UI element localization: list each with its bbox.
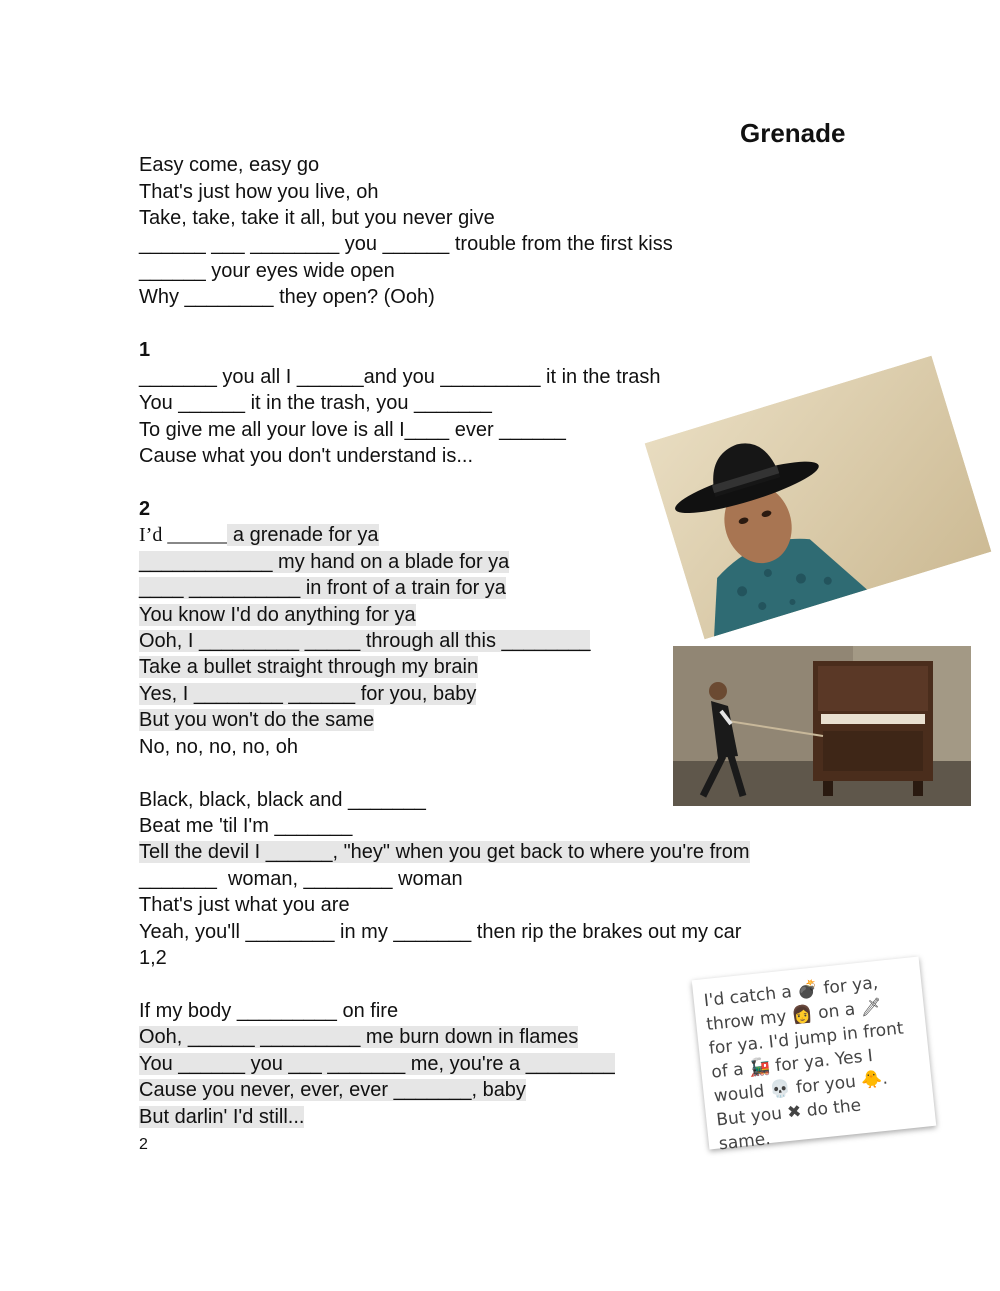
piano-scene-photo	[673, 646, 971, 806]
lyric-line	[139, 523, 379, 547]
singer-portrait-image	[645, 356, 992, 640]
lyric-line: Yes, I ________ ______ for you, baby	[139, 683, 477, 705]
section-number: 2	[139, 498, 151, 520]
lyric-line: Beat me 'til I'm _______	[139, 815, 353, 837]
section-number: 1,2	[139, 947, 167, 969]
lyric-line: You ______ it in the trash, you _______	[139, 392, 492, 414]
lyric-line: That's just how you live, oh	[139, 181, 379, 203]
lyric-line: Ooh, ______ _________ me burn down in flames	[139, 1026, 579, 1048]
lyric-line: But darlin' I'd still...	[139, 1106, 305, 1128]
lyric-line: But you won't do the same	[139, 709, 375, 731]
emoji-lyric-text: I'd catch a 💣 for ya, throw my 👩 on a 🗡 for ya. I'd jump in front of a 🚂 for ya. Yes I would 💀 for you 🐥. But you ✖ do the same.	[702, 972, 905, 1155]
lyric-line: ____ __________ in front of a train for ya	[139, 577, 506, 599]
lyric-line: That's just what you are	[139, 894, 350, 916]
lyric-line: Easy come, easy go	[139, 154, 320, 176]
lyric-fragment: I’d ______	[139, 524, 228, 546]
lyric-line: _______ woman, ________ woman	[139, 868, 463, 890]
lyric-line: ______ ___ ________ you ______ trouble from the first kiss	[139, 233, 673, 255]
song-title: Grenade	[740, 118, 846, 148]
lyric-line: Cause what you don't understand is...	[139, 445, 474, 467]
lyric-line: ____________ my hand on a blade for ya	[139, 551, 510, 573]
piano-scene-image	[673, 646, 971, 806]
emoji-lyric-card	[692, 957, 937, 1155]
lyric-line: No, no, no, no, oh	[139, 736, 299, 758]
lyric-line: You ______ you ___ _______ me, you're a ________	[139, 1053, 615, 1075]
lyric-line: Take, take, take it all, but you never give	[139, 207, 495, 229]
lyric-line: Cause you never, ever, ever _______, baby	[139, 1079, 526, 1101]
lyric-line: Yeah, you'll ________ in my _______ then rip the brakes out my car	[139, 921, 742, 943]
lyric-line: Tell the devil I ______, "hey" when you get back to where you're from	[139, 841, 750, 863]
section-number: 2	[139, 1136, 148, 1153]
lyric-line: Take a bullet straight through my brain	[139, 656, 479, 678]
singer-portrait-photo	[645, 356, 992, 640]
lyric-line: If my body _________ on fire	[139, 1000, 399, 1022]
lyric-line: To give me all your love is all I____ ever ______	[139, 419, 566, 441]
lyric-line: Why ________ they open? (Ooh)	[139, 286, 435, 308]
lyric-line: ______ your eyes wide open	[139, 260, 395, 282]
section-number: 1	[139, 339, 151, 361]
lyric-line: You know I'd do anything for ya	[139, 604, 416, 626]
lyric-fragment: a grenade for ya	[227, 524, 379, 546]
lyric-line: Ooh, I _________ _____ through all this ________	[139, 630, 591, 652]
lyric-line: Black, black, black and _______	[139, 789, 426, 811]
lyric-line: _______ you all I ______and you _________ it in the trash	[139, 366, 661, 388]
